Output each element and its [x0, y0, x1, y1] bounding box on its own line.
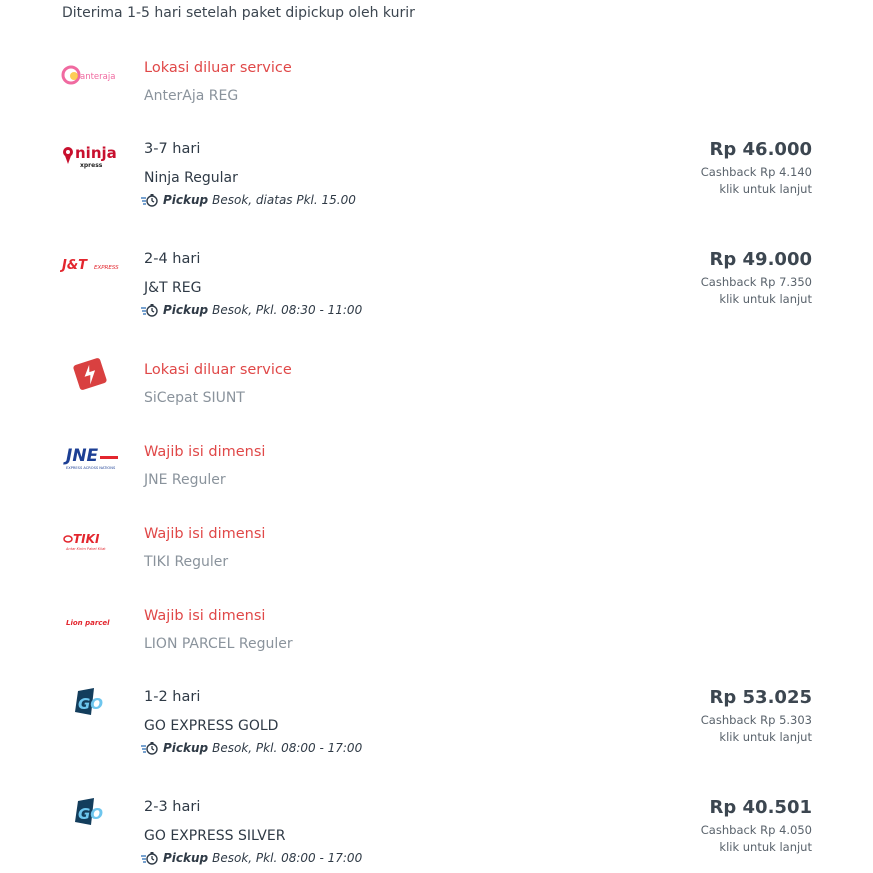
jne-logo-text: JNE	[66, 446, 99, 466]
cashback: Cashback Rp 4.140	[700, 165, 812, 179]
anteraja-logo-text: anteraja	[80, 72, 116, 82]
pickup-time: Besok, diatas Pkl. 15.00	[212, 193, 356, 207]
lion-logo-text: Lion parcel	[66, 619, 110, 627]
courier-service: SiCepat SIUNT	[144, 390, 245, 406]
jnt-logo-subtext: EXPRESS	[94, 265, 119, 271]
delivery-estimate-note: Diterima 1-5 hari setelah paket dipickup oleh kurir	[62, 5, 415, 21]
continue-link[interactable]: klik untuk lanjut	[719, 840, 812, 854]
pickup-info	[141, 851, 362, 865]
courier-service: GO EXPRESS SILVER	[144, 828, 286, 844]
jne-logo-subtext: EXPRESS ACROSS NATIONS	[66, 466, 116, 470]
go-express-logo	[74, 687, 136, 717]
pickup-info	[141, 741, 362, 755]
delivery-duration: 2-3 hari	[144, 799, 201, 815]
anteraja-logo	[60, 60, 122, 90]
tiki-logo-subtext: Antar Kirim Paket Kilat	[66, 547, 106, 551]
courier-service: JNE Reguler	[144, 472, 226, 488]
pickup-label: Pickup	[163, 741, 209, 755]
pickup-info	[141, 193, 356, 207]
pickup-label: Pickup	[163, 851, 209, 865]
pickup-clock-icon	[141, 193, 159, 207]
go-express-logo	[74, 797, 136, 827]
pickup-label: Pickup	[163, 303, 209, 317]
jnt-express-logo	[60, 249, 122, 279]
tiki-logo-text: TIKI	[73, 532, 100, 546]
jne-logo	[60, 441, 122, 471]
pickup-time: Besok, Pkl. 08:30 - 11:00	[212, 303, 363, 317]
courier-option-ninja[interactable]	[0, 137, 873, 217]
courier-service: GO EXPRESS GOLD	[144, 718, 279, 734]
courier-option-jnt[interactable]	[0, 247, 873, 327]
delivery-duration: 3-7 hari	[144, 141, 201, 157]
courier-option-go-express-gold[interactable]	[0, 685, 873, 765]
delivery-duration: 1-2 hari	[144, 689, 201, 705]
courier-service: TIKI Reguler	[144, 554, 229, 570]
sicepat-logo	[70, 359, 132, 389]
price: Rp 46.000	[709, 139, 812, 160]
ninja-logo-subtext: xpress	[80, 162, 103, 169]
continue-link[interactable]: klik untuk lanjut	[719, 292, 812, 306]
courier-option-go-express-silver[interactable]	[0, 795, 873, 873]
courier-status: Lokasi diluar service	[144, 362, 292, 378]
pickup-time: Besok, Pkl. 08:00 - 17:00	[212, 741, 363, 755]
courier-status: Wajib isi dimensi	[144, 526, 266, 542]
continue-link[interactable]: klik untuk lanjut	[719, 730, 812, 744]
cashback: Cashback Rp 5.303	[700, 713, 812, 727]
price: Rp 40.501	[709, 797, 812, 818]
pickup-info	[141, 303, 362, 317]
ninja-logo-text: ninja	[75, 144, 117, 162]
courier-service: Ninja Regular	[144, 170, 238, 186]
courier-status: Lokasi diluar service	[144, 60, 292, 76]
courier-option-anteraja[interactable]	[0, 55, 873, 115]
go-logo-text: GO	[78, 695, 104, 713]
courier-service: J&T REG	[144, 280, 202, 296]
lion-parcel-logo	[60, 605, 122, 635]
pickup-clock-icon	[141, 303, 159, 317]
courier-service: AnterAja REG	[144, 88, 239, 104]
ninja-xpress-logo	[60, 140, 122, 170]
pickup-time: Besok, Pkl. 08:00 - 17:00	[212, 851, 363, 865]
courier-option-jne[interactable]	[0, 439, 873, 499]
price: Rp 53.025	[709, 687, 812, 708]
pickup-clock-icon	[141, 851, 159, 865]
delivery-duration: 2-4 hari	[144, 251, 201, 267]
jnt-logo-text: J&T	[62, 258, 88, 273]
cashback: Cashback Rp 4.050	[700, 823, 812, 837]
pickup-label: Pickup	[163, 193, 209, 207]
courier-option-tiki[interactable]	[0, 521, 873, 581]
continue-link[interactable]: klik untuk lanjut	[719, 182, 812, 196]
tiki-logo	[60, 523, 122, 553]
courier-service: LION PARCEL Reguler	[144, 636, 293, 652]
price: Rp 49.000	[709, 249, 812, 270]
courier-option-sicepat[interactable]	[0, 357, 873, 417]
courier-option-lion-parcel[interactable]	[0, 603, 873, 663]
courier-status: Wajib isi dimensi	[144, 608, 266, 624]
cashback: Cashback Rp 7.350	[700, 275, 812, 289]
courier-status: Wajib isi dimensi	[144, 444, 266, 460]
pickup-clock-icon	[141, 741, 159, 755]
go-logo-text: GO	[78, 805, 104, 823]
